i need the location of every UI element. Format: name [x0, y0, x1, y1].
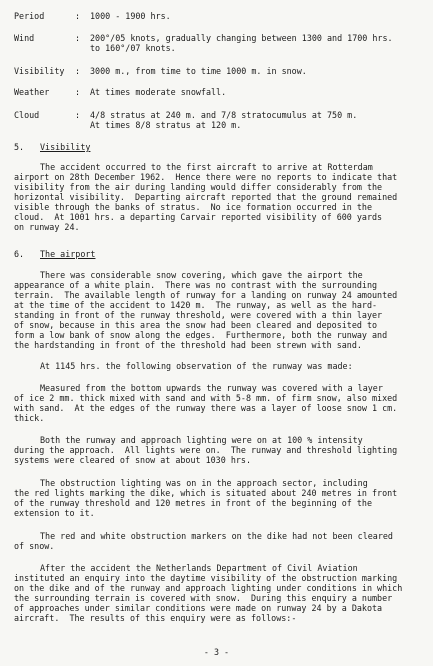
condition-label: Wind [14, 33, 35, 43]
condition-label: Cloud [14, 110, 40, 120]
condition-value: At times 8/8 stratus at 120 m. [90, 120, 242, 130]
condition-label: Period [14, 11, 45, 21]
condition-value: At times moderate snowfall. [90, 87, 227, 97]
section6-paragraph-2: At 1145 hrs. the following observation of the runway was made: [40, 361, 353, 371]
condition-label: Visibility [14, 66, 65, 76]
section-title: Visibility [40, 142, 91, 152]
condition-value: 1000 - 1900 hrs. [90, 11, 171, 21]
condition-value: 200°/05 knots, gradually changing between 1300 and 1700 hrs. [90, 33, 393, 43]
condition-value: 4/8 stratus at 240 m. and 7/8 stratocumulus at 750 m. [90, 110, 358, 120]
document-page: Period : 1000 - 1900 hrs. Wind : 200°/05 knots, gradually changing between 1300 and 1700 hrs. to 160°/07 knots. Visibility : 3000 m., from time to time 1000 m. in snow. Weather : At times moderate snowfall. Cloud : 4/8 stratus at 240 m. and 7/8 stratocumulus at 750 m. At times 8/8 stratus at 120 m. 5. Visibility The accident occurred to the first aircraft to arrive at Rotterdam airport on 28th December 1962. Hence there were no reports to indicate that visibility from the air during landing would differ considerably from the horizontal visibility. Departing aircraft reported that the ground remained visible through the banks of stratus. No ice formation occurred in the cloud. At 1001 hrs. a departing Carvair reported visibility of 600 yards on runway 24. 6. The airport There was considerable snow covering, which gave the airport the appearance of a white plain. There was no contrast with the surrounding terrain. The available length of runway for a landing on runway 24 amounted at the time of the accident to 1420 m. The runway, as well as the hard- standing in front of the runway threshold, were covered with a thin layer of snow, because in this area the snow had been cleared and deposited to form a low bank of snow along the edges. Furthermore, both the runway and the hardstanding in front of the threshold had been strewn with sand. At 1145 hrs. the following observation of the runway was made: Measured from the bottom upwards the runway was covered with a layer of ice 2 mm. thick mixed with sand and with 5-8 mm. of firm snow, also mixed with sand. At the edges of the runway there was a layer of loose snow 1 cm. thick. Both the runway and approach lighting were on at 100 % intensity during the approach. All lights were on. The runway and threshold lighting systems were cleared of snow at about 1030 hrs. The obstruction lighting was on in the approach sector, including the red lights marking the dike, which is situated about 240 metres in front of the runway threshold and 120 metres in front of the beginning of the extension to it. The red and white obstruction markers on the dike had not been cleared of snow. After the accident the Netherlands Department of Civil Aviation instituted an enquiry into the daytime visibility of the obstruction marking on the dike and of the runway and approach lighting under conditions in which the surrounding terrain is covered with snow. During this enquiry a number of approaches under similar conditions were made on runway 24 by a Dakota aircraft. The results of this enquiry were as follows:- - 3 - [0, 0, 433, 666]
condition-value: 3000 m., from time to time 1000 m. in snow. [90, 66, 307, 76]
condition-value: to 160°/07 knots. [90, 43, 176, 53]
page-number: - 3 - [203, 647, 230, 657]
condition-label: Weather [14, 87, 50, 97]
section-number: 5. [14, 142, 25, 152]
section-number: 6. [14, 249, 25, 259]
section-title: The airport [40, 249, 96, 259]
